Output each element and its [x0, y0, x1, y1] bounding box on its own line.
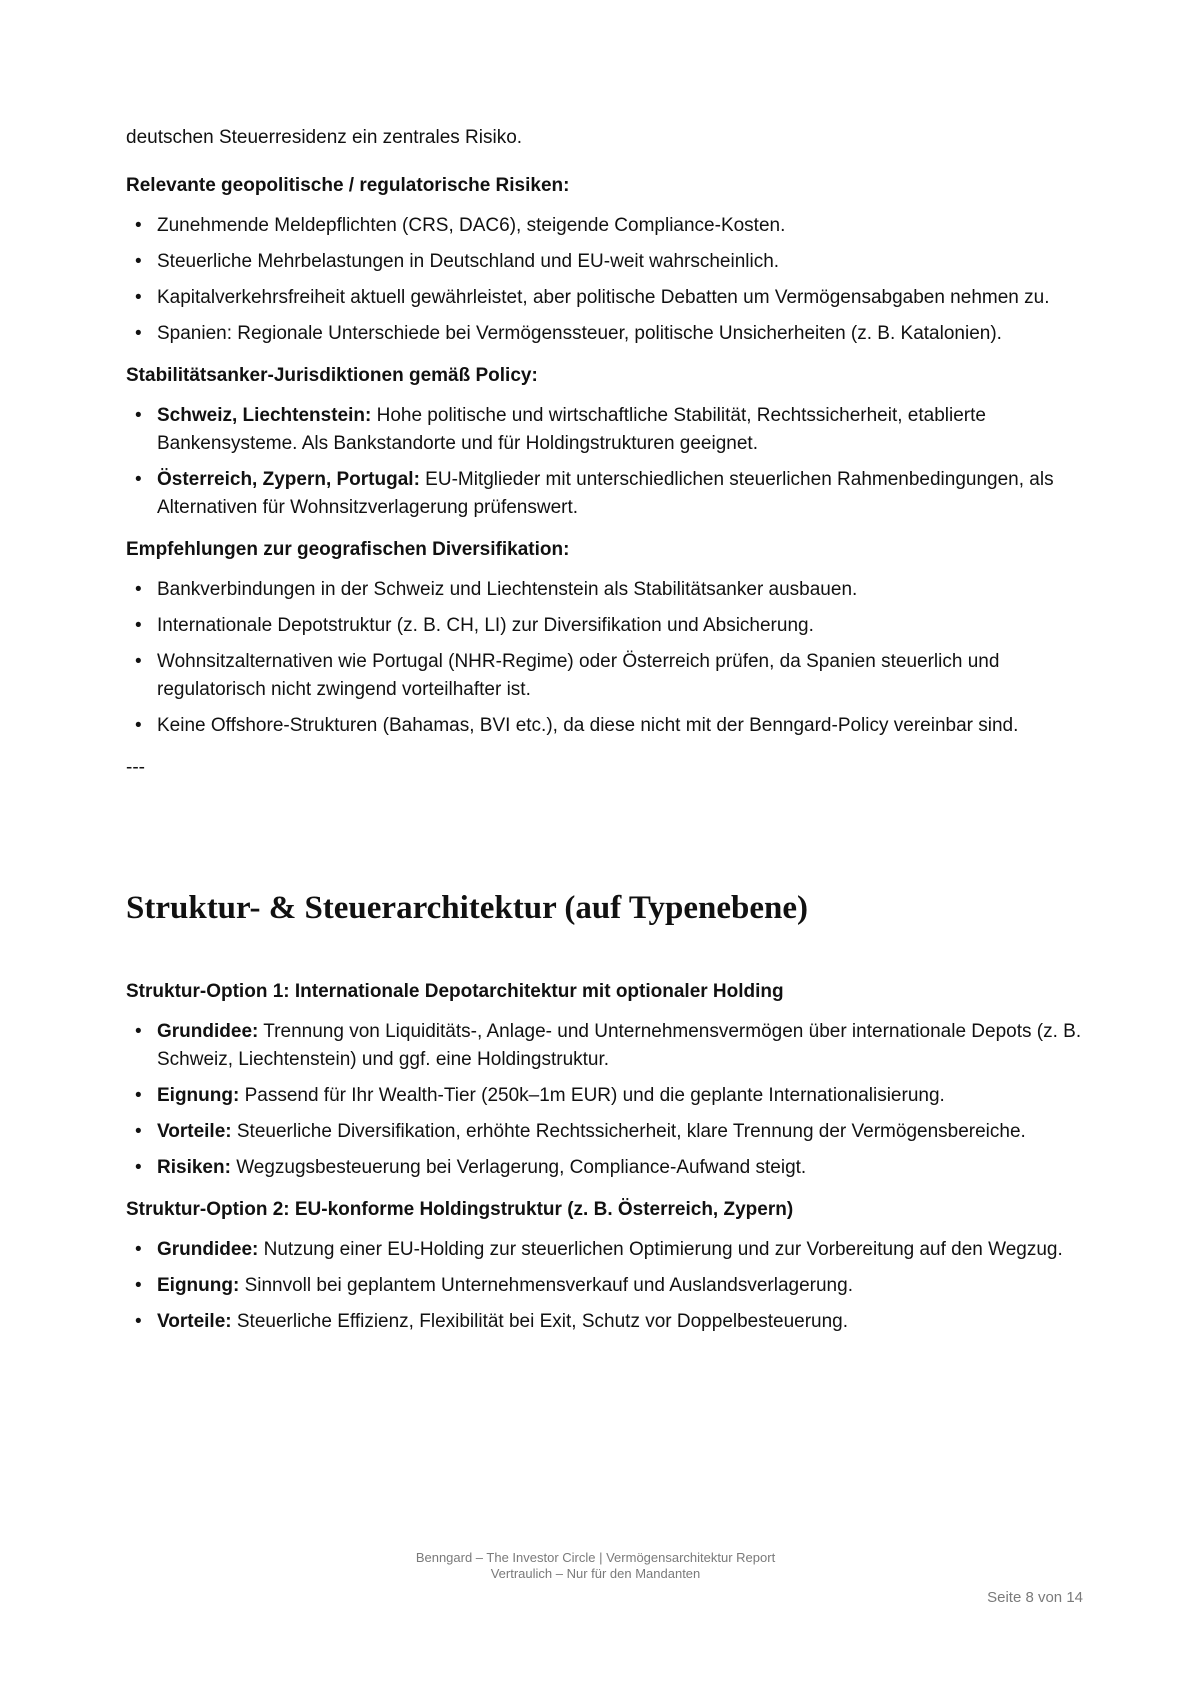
list-item: [126, 1236, 1088, 1264]
list-item-text: Spanien: Regionale Unterschiede bei Vermögenssteuer, politische Unsicherheiten (z. B. Katalonien).: [157, 323, 1002, 344]
list-item: [126, 1272, 1088, 1300]
risks-heading: Relevante geopolitische / regulatorische Risiken:: [126, 175, 570, 196]
bullet-icon: •: [135, 1085, 142, 1106]
anchors-list: [126, 402, 1088, 522]
section-title: Struktur- & Steuerarchitektur (auf Typenebene): [126, 890, 808, 926]
list-item-text: Nutzung einer EU-Holding zur steuerlichen Optimierung und zur Vorbereitung auf den Wegzug.: [258, 1239, 1063, 1260]
list-item-term: Grundidee:: [157, 1021, 259, 1042]
list-item-text: Steuerliche Mehrbelastungen in Deutschland und EU-weit wahrscheinlich.: [157, 251, 780, 272]
list-item-term: Grundidee:: [157, 1239, 259, 1260]
intro-paragraph: deutschen Steuerresidenz ein zentrales Risiko.: [126, 127, 523, 148]
list-item-term: Schweiz, Liechtenstein:: [157, 405, 372, 426]
list-item: [126, 248, 1088, 276]
bullet-icon: •: [135, 615, 142, 636]
bullet-icon: •: [135, 1121, 142, 1142]
list-item: [126, 466, 1088, 522]
anchors-heading: Stabilitätsanker-Jurisdiktionen gemäß Policy:: [126, 365, 538, 386]
bullet-icon: •: [135, 1275, 142, 1296]
bullet-icon: •: [135, 579, 142, 600]
bullet-icon: •: [135, 1311, 142, 1332]
page-body: [126, 124, 1088, 1350]
bullet-icon: •: [135, 287, 142, 308]
list-item: [126, 648, 1088, 704]
list-item-text: Steuerliche Diversifikation, erhöhte Rechtssicherheit, klare Trennung der Vermögensbereiche.: [231, 1121, 1026, 1142]
list-item-text: Steuerliche Effizienz, Flexibilität bei Exit, Schutz vor Doppelbesteuerung.: [231, 1311, 849, 1332]
list-item: [126, 712, 1088, 740]
list-item: [126, 320, 1088, 348]
bullet-icon: •: [135, 715, 142, 736]
separator: ---: [126, 757, 145, 778]
bullet-icon: •: [135, 1021, 142, 1042]
list-item-term: Risiken:: [157, 1157, 231, 1178]
bullet-icon: •: [135, 215, 142, 236]
option1-heading: Struktur-Option 1: Internationale Depotarchitektur mit optionaler Holding: [126, 981, 784, 1002]
bullet-icon: •: [135, 405, 142, 426]
bullet-icon: •: [135, 323, 142, 344]
list-item-text: Trennung von Liquiditäts-, Anlage- und Unternehmensvermögen über internationale Depots (z. B. Schweiz, Liechtenstein) und ggf. eine Holdingstruktur.: [157, 1021, 1082, 1070]
option2-heading: Struktur-Option 2: EU-konforme Holdingstruktur (z. B. Österreich, Zypern): [126, 1199, 794, 1220]
list-item: [126, 1308, 1088, 1336]
list-item-text: Internationale Depotstruktur (z. B. CH, LI) zur Diversifikation und Absicherung.: [157, 615, 814, 636]
list-item: [126, 612, 1088, 640]
list-item-text: Wegzugsbesteuerung bei Verlagerung, Compliance-Aufwand steigt.: [230, 1157, 807, 1178]
page-number: Seite 8 von 14: [987, 1589, 1083, 1606]
list-item-text: Bankverbindungen in der Schweiz und Liechtenstein als Stabilitätsanker ausbauen.: [157, 579, 858, 600]
list-item-text: Zunehmende Meldepflichten (CRS, DAC6), steigende Compliance-Kosten.: [157, 215, 786, 236]
list-item-text: EU-Mitglieder mit unterschiedlichen steuerlichen Rahmenbedingungen, als Alternativen für Wohnsitzverlagerung prüfenswert.: [157, 469, 1054, 518]
list-item-term: Österreich, Zypern, Portugal:: [157, 469, 420, 490]
list-item: [126, 402, 1088, 458]
list-item: [126, 1118, 1088, 1146]
list-item-text: Keine Offshore-Strukturen (Bahamas, BVI etc.), da diese nicht mit der Benngard-Policy vereinbar sind.: [157, 715, 1019, 736]
bullet-icon: •: [135, 469, 142, 490]
list-item-term: Eignung:: [157, 1085, 240, 1106]
list-item: [126, 1018, 1088, 1074]
list-item-text: Sinnvoll bei geplantem Unternehmensverkauf und Auslandsverlagerung.: [239, 1275, 853, 1296]
list-item: [126, 576, 1088, 604]
list-item-term: Vorteile:: [157, 1311, 232, 1332]
risks-list: [126, 212, 1088, 348]
list-item: [126, 1154, 1088, 1182]
list-item: [126, 1082, 1088, 1110]
page-footer: [0, 1550, 1191, 1582]
bullet-icon: •: [135, 251, 142, 272]
option1-list: [126, 1018, 1088, 1182]
diversification-heading: Empfehlungen zur geografischen Diversifikation:: [126, 539, 570, 560]
footer-line-confidential: Vertraulich – Nur für den Mandanten: [490, 1566, 701, 1581]
list-item-text: Wohnsitzalternativen wie Portugal (NHR-Regime) oder Österreich prüfen, da Spanien steuerlich und regulatorisch nicht zwingend vorteilhafter ist.: [157, 651, 1000, 700]
diversification-list: [126, 576, 1088, 740]
option2-list: [126, 1236, 1088, 1336]
list-item-text: Hohe politische und wirtschaftliche Stabilität, Rechtssicherheit, etablierte Bankensysteme. Als Bankstandorte und für Holdingstrukturen geeignet.: [157, 405, 986, 454]
list-item-term: Vorteile:: [157, 1121, 232, 1142]
list-item: [126, 212, 1088, 240]
bullet-icon: •: [135, 1157, 142, 1178]
footer-line-brand: Benngard – The Investor Circle | Vermögensarchitektur Report: [415, 1550, 776, 1565]
list-item: [126, 284, 1088, 312]
list-item-text: Kapitalverkehrsfreiheit aktuell gewährleistet, aber politische Debatten um Vermögensabgaben nehmen zu.: [157, 287, 1050, 308]
bullet-icon: •: [135, 651, 142, 672]
list-item-text: Passend für Ihr Wealth-Tier (250k–1m EUR) und die geplante Internationalisierung.: [239, 1085, 945, 1106]
list-item-term: Eignung:: [157, 1275, 240, 1296]
bullet-icon: •: [135, 1239, 142, 1260]
